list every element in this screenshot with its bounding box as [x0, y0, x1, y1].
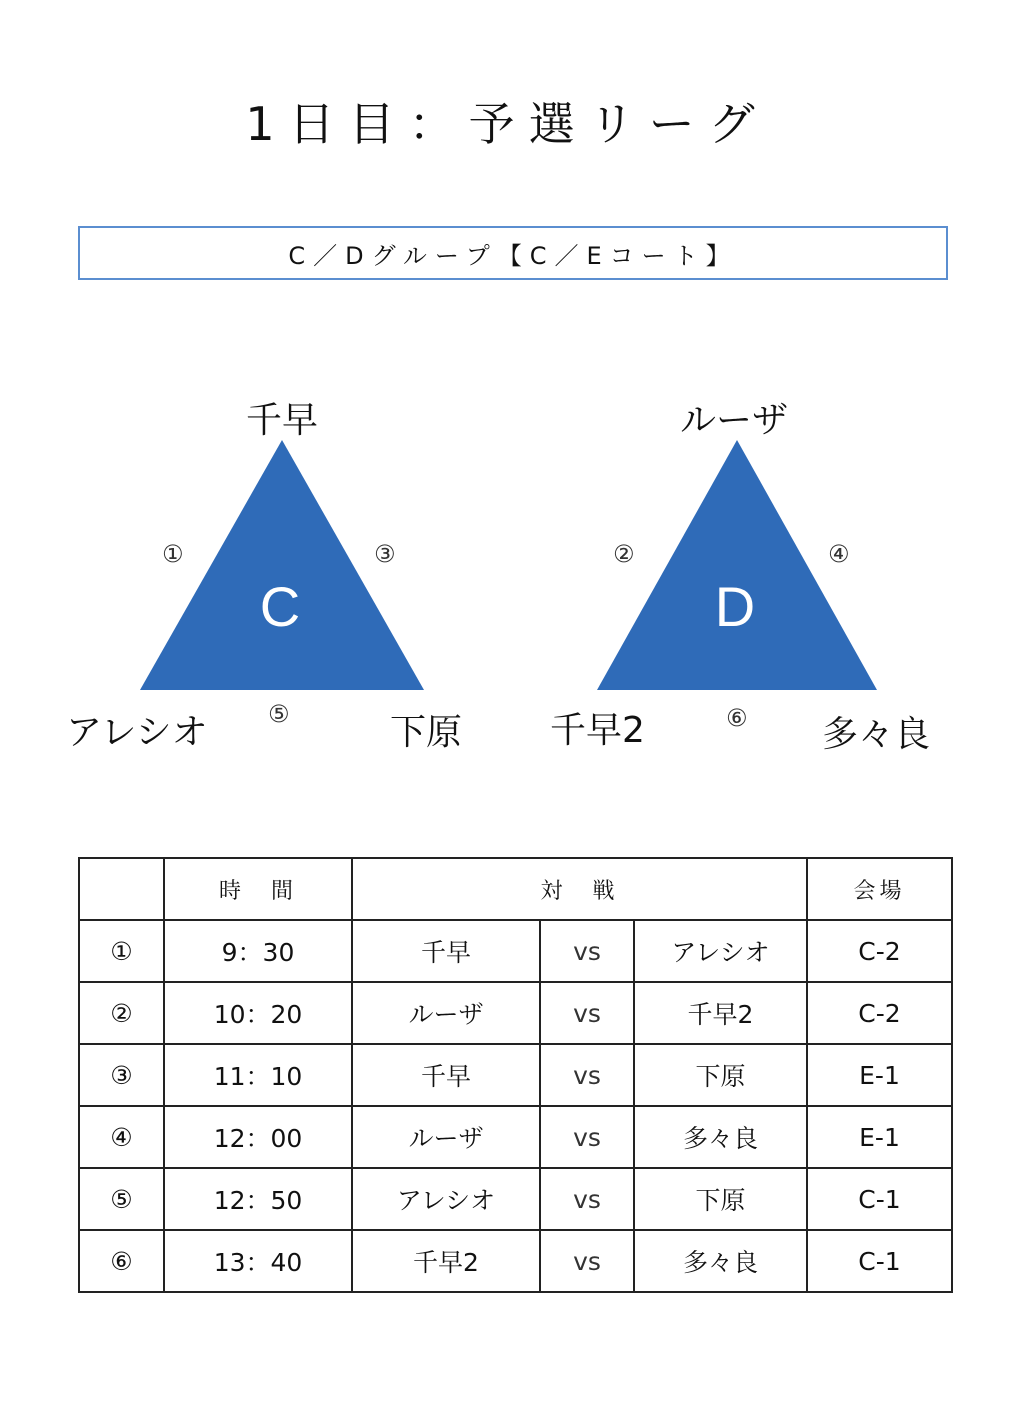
table-row	[79, 920, 952, 982]
header-time: 時 間	[164, 858, 352, 920]
row-team1: 千早2	[352, 1230, 540, 1292]
group-c-bottom-right-team: 下原	[390, 712, 463, 753]
table-header-row	[79, 858, 952, 920]
group-c-bottom-left-team: アレシオ	[66, 712, 208, 753]
table-row	[79, 982, 952, 1044]
row-team2: アレシオ	[634, 920, 807, 982]
row-time: 12：50	[164, 1168, 352, 1230]
row-time: 13：40	[164, 1230, 352, 1292]
triangles-svg	[0, 380, 1014, 760]
group-diagrams	[0, 380, 1014, 760]
group-c-top-team: 千早	[246, 400, 319, 441]
group-d-left-match-num: ②	[613, 540, 635, 568]
row-venue: C-2	[807, 982, 952, 1044]
row-team1: ルーザ	[352, 1106, 540, 1168]
row-time: 9：30	[164, 920, 352, 982]
group-d-right-match-num: ④	[828, 540, 850, 568]
row-no: ④	[79, 1106, 164, 1168]
row-time: 12：00	[164, 1106, 352, 1168]
row-vs: vs	[540, 920, 634, 982]
row-venue: C-2	[807, 920, 952, 982]
row-no: ⑤	[79, 1168, 164, 1230]
row-venue: E-1	[807, 1106, 952, 1168]
row-no: ③	[79, 1044, 164, 1106]
row-team2: 千早2	[634, 982, 807, 1044]
table-row	[79, 1230, 952, 1292]
group-c-left-match-num: ①	[162, 540, 184, 568]
group-d-bottom-right-team: 多々良	[822, 714, 931, 755]
group-d-bottom-left-team: 千早2	[550, 710, 645, 751]
row-vs: vs	[540, 1230, 634, 1292]
row-team1: アレシオ	[352, 1168, 540, 1230]
row-no: ⑥	[79, 1230, 164, 1292]
group-c-letter: C	[259, 575, 301, 638]
row-team1: 千早	[352, 920, 540, 982]
row-time: 10：20	[164, 982, 352, 1044]
row-venue: E-1	[807, 1044, 952, 1106]
group-d-letter: D	[714, 575, 756, 638]
row-vs: vs	[540, 982, 634, 1044]
row-time: 11：10	[164, 1044, 352, 1106]
group-d-top-team: ルーザ	[680, 400, 789, 441]
row-team2: 下原	[634, 1044, 807, 1106]
group-d-bottom-match-num: ⑥	[726, 704, 748, 732]
row-team2: 下原	[634, 1168, 807, 1230]
page-title: 1日目：予選リーグ	[245, 97, 769, 151]
group-c-bottom-match-num: ⑤	[268, 700, 290, 728]
row-vs: vs	[540, 1106, 634, 1168]
header-match: 対 戦	[352, 858, 807, 920]
row-venue: C-1	[807, 1168, 952, 1230]
table-row	[79, 1106, 952, 1168]
row-team1: ルーザ	[352, 982, 540, 1044]
group-header-box	[78, 226, 948, 280]
group-c-right-match-num: ③	[374, 540, 396, 568]
header-no	[79, 858, 164, 920]
table-row	[79, 1168, 952, 1230]
group-header-label: C／Dグループ【C／Eコート】	[288, 241, 738, 270]
row-vs: vs	[540, 1168, 634, 1230]
header-venue: 会場	[807, 858, 952, 920]
row-venue: C-1	[807, 1230, 952, 1292]
schedule-table	[78, 857, 953, 1293]
row-no: ①	[79, 920, 164, 982]
row-team2: 多々良	[634, 1230, 807, 1292]
table-row	[79, 1044, 952, 1106]
row-team2: 多々良	[634, 1106, 807, 1168]
row-no: ②	[79, 982, 164, 1044]
row-vs: vs	[540, 1044, 634, 1106]
row-team1: 千早	[352, 1044, 540, 1106]
